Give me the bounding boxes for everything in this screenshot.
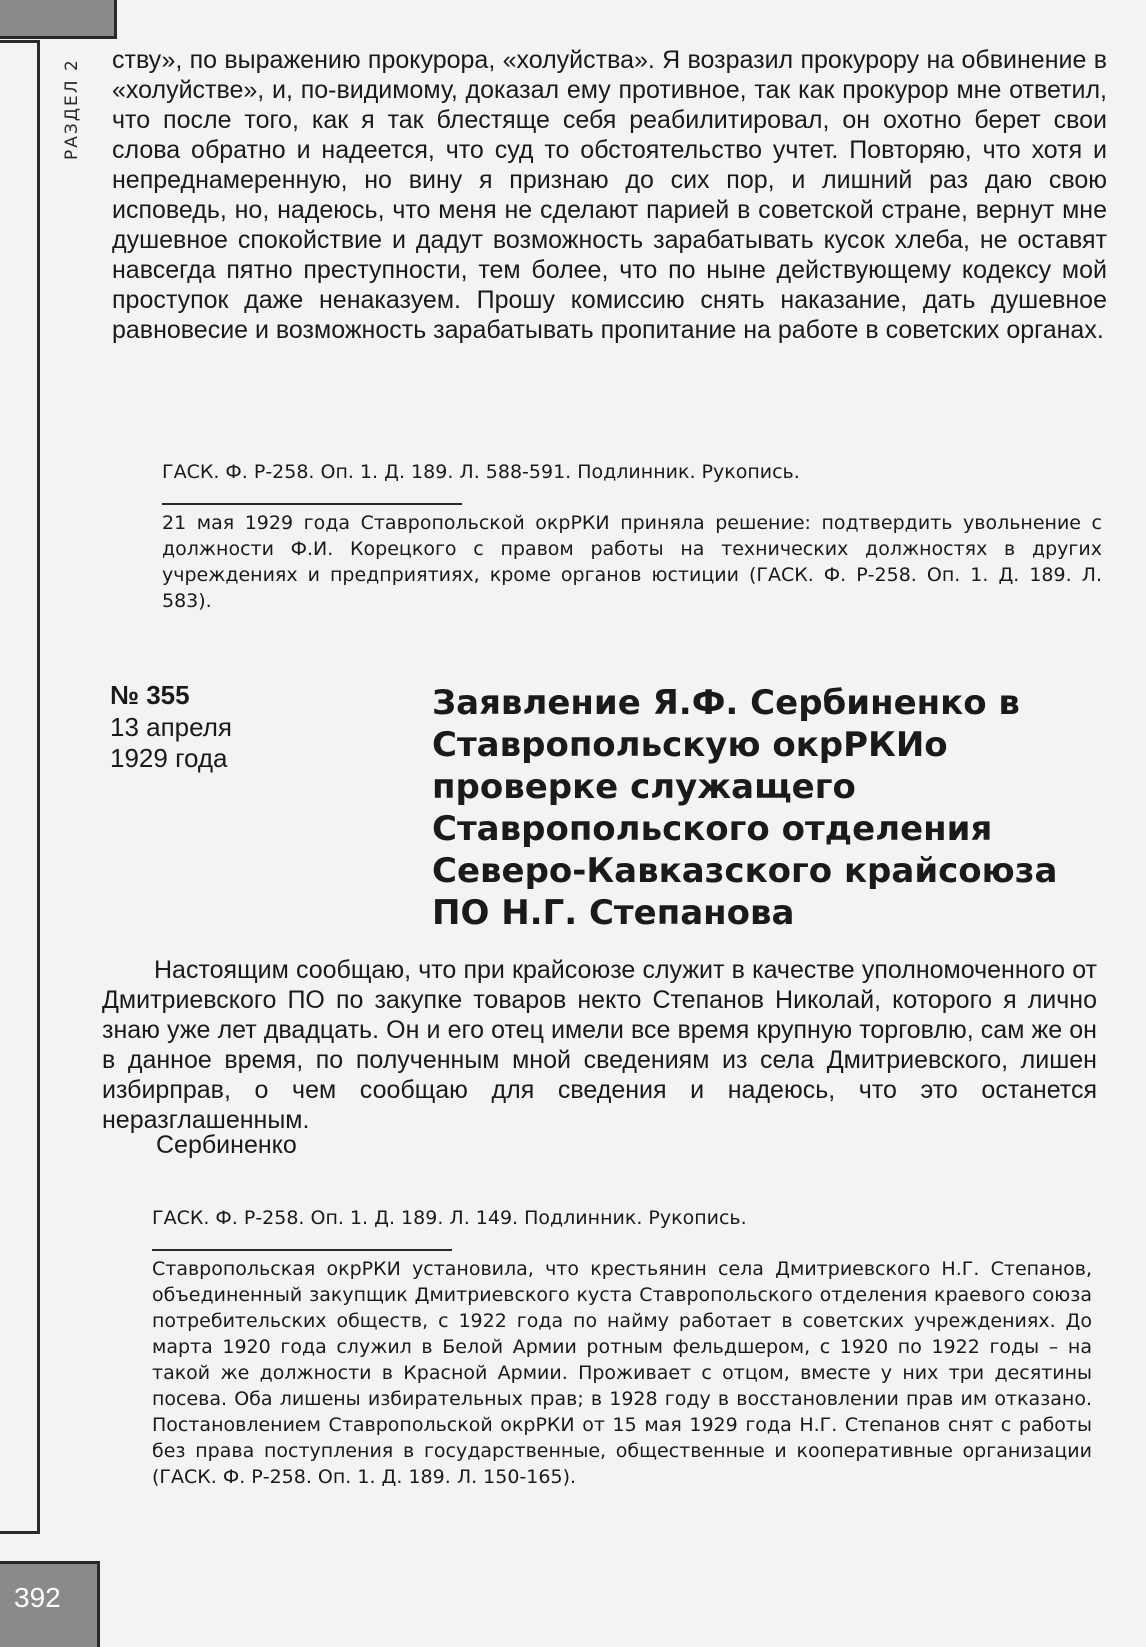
document-number: № 355 bbox=[110, 680, 190, 710]
footnote-divider bbox=[162, 503, 462, 505]
page-number: 392 bbox=[14, 1582, 61, 1613]
document-signature: Сербиненко bbox=[156, 1131, 297, 1159]
document-body: Настоящим сообщаю, что при крайсоюзе служит в качестве уполномоченного от Дмитриевского ПО по закупке товаров некто Степанов Николай, которого я лично знаю уже лет двадцать. Он и его отец имели все время крупную торговлю, сам же он в данное время, по полученным мной сведениям из села Дмитриевского, лишен избирправ, о чем сообщаю для сведения и надеюсь, что это останется неразглашенным. bbox=[102, 956, 1097, 1134]
section-label: РАЗДЕЛ 2 bbox=[62, 58, 82, 160]
previous-source-citation: ГАСК. Ф. Р-258. Оп. 1. Д. 189. Л. 588-591. Подлинник. Рукопись. bbox=[162, 461, 800, 483]
document-date: 13 апреля 1929 года bbox=[110, 712, 232, 773]
margin-frame bbox=[0, 40, 40, 1534]
document-title: Заявление Я.Ф. Сербиненко в Ставропольскую окрРКИо проверке служащего Ставропольского отделения Северо-Кавказского крайсоюза ПО Н.Г. Степанова bbox=[432, 683, 1058, 933]
corner-decoration bbox=[0, 0, 117, 39]
document-editorial-note: Ставропольская окрРКИ установила, что крестьянин села Дмитриевского Н.Г. Степанов, объединенный закупщик Дмитриевского куста Ставропольского отделения краевого союза потребительских обществ, с 1922 года по найму работает в советских учреждениях. До марта 1920 года служил в Белой Армии ротным фельдшером, с 1920 по 1922 годы – на такой же должности в Красной Армии. Проживает с отцом, вместе у них три десятины посева. Оба лишены избирательных прав; в 1928 году в восстановлении прав им отказано. Постановлением Ставропольской окрРКИ от 15 мая 1929 года Н.Г. Степанов снят с работы без права поступления в государственные, общественные и кооперативные организации (ГАСК. Ф. Р-258. Оп. 1. Д. 189. Л. 150-165). bbox=[152, 1258, 1092, 1488]
previous-document-text: ству», по выражению прокурора, «холуйства». Я возразил прокурору на обвинение в «холуйстве», и, по-видимому, доказал ему противное, так как прокурор мне ответил, что после того, как я так блестяще себя реабилитировал, он охотно берет свои слова обратно и надеется, что суд то обстоятельство учтет. Повторяю, что хотя и непреднамеренную, но вину я признаю до сих пор, и лишний раз даю свою исповедь, но, надеюсь, что меня не сделают парией в советской стране, вернут мне душевное спокойствие и дадут возможность зарабатывать кусок хлеба, не оставят навсегда пятно преступности, тем более, что по ныне действующему кодексу мой проступок даже ненаказуем. Прошу комиссию снять наказание, дать душевное равновесие и возможность зарабатывать пропитание на работе в советских органах. bbox=[112, 46, 1107, 344]
document-source-citation: ГАСК. Ф. Р-258. Оп. 1. Д. 189. Л. 149. Подлинник. Рукопись. bbox=[152, 1207, 747, 1229]
previous-editorial-note: 21 мая 1929 года Ставропольской окрРКИ приняла решение: подтвердить увольнение с должности Ф.И. Корецкого с правом работы на технических должностях в других учреждениях и предприятиях, кроме органов юстиции (ГАСК. Ф. Р-258. Оп. 1. Д. 189. Л. 583). bbox=[162, 512, 1102, 612]
page-number-tab bbox=[0, 1561, 100, 1647]
footnote-divider bbox=[152, 1249, 452, 1251]
